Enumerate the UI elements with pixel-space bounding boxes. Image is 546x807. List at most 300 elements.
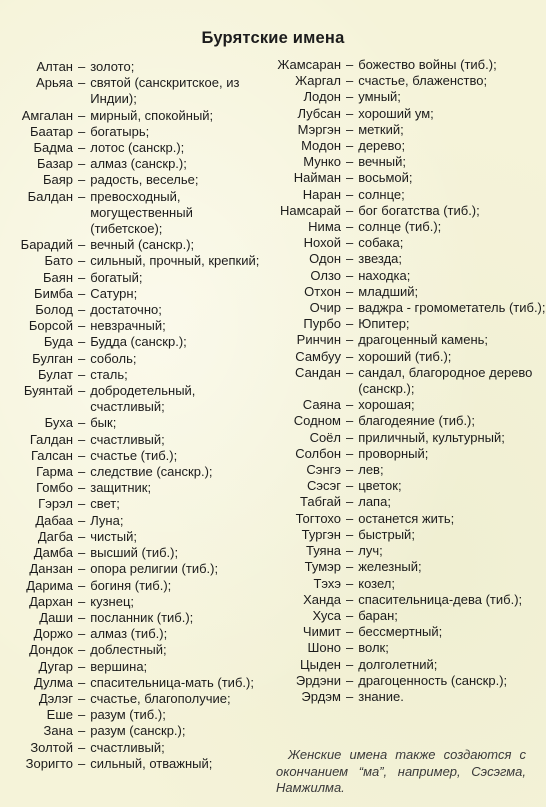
page-title: Бурятские имена bbox=[201, 29, 345, 47]
entry-meaning: лотос (санскр.); bbox=[90, 140, 185, 156]
entry-meaning: превосходный, могущественный (тибетское); bbox=[90, 188, 193, 237]
name-entry bbox=[6, 172, 265, 188]
name-entry bbox=[270, 511, 546, 527]
entry-dash: – bbox=[346, 607, 354, 623]
entry-name: Гэрэл bbox=[38, 496, 73, 512]
entry-name: Олзо bbox=[310, 267, 341, 283]
entry-meaning: лев; bbox=[358, 462, 384, 478]
entry-meaning: хороший ум; bbox=[358, 105, 434, 121]
name-entry bbox=[6, 513, 265, 529]
name-entry bbox=[270, 689, 546, 705]
entry-dash: – bbox=[78, 188, 86, 204]
entry-dash: – bbox=[346, 105, 354, 121]
name-entry bbox=[270, 446, 546, 462]
entry-name: Бато bbox=[44, 253, 73, 269]
name-entry bbox=[6, 594, 265, 610]
entry-dash: – bbox=[78, 59, 86, 74]
entry-meaning: сильный, прочный, крепкий; bbox=[90, 253, 260, 269]
entry-meaning: баран; bbox=[358, 607, 398, 623]
entry-name: Дэлэг bbox=[38, 690, 73, 706]
entry-name: Намсарай bbox=[279, 202, 341, 218]
entry-dash: – bbox=[78, 350, 86, 366]
entry-meaning: собака; bbox=[358, 235, 404, 251]
name-entry bbox=[6, 59, 265, 75]
entry-meaning: чистый; bbox=[90, 528, 137, 544]
name-entry bbox=[6, 253, 265, 269]
entry-dash: – bbox=[346, 348, 354, 364]
entry-meaning: достаточно; bbox=[90, 302, 162, 318]
entry-name: Одон bbox=[309, 251, 341, 267]
entry-name: Барадий bbox=[20, 237, 73, 253]
entry-dash: – bbox=[78, 496, 86, 512]
entry-dash: – bbox=[346, 688, 354, 704]
entry-name: Бимба bbox=[34, 285, 73, 301]
name-entry bbox=[270, 300, 546, 316]
name-entry bbox=[6, 675, 265, 691]
entry-name: Дарима bbox=[26, 577, 73, 593]
left-column bbox=[6, 59, 265, 772]
entry-dash: – bbox=[346, 186, 354, 202]
entry-meaning: богатый; bbox=[90, 269, 143, 285]
entry-meaning: божество войны (тиб.); bbox=[358, 57, 497, 72]
entry-meaning: богиня (тиб.); bbox=[90, 577, 172, 593]
entry-name: Дамба bbox=[33, 545, 73, 561]
entry-dash: – bbox=[78, 107, 86, 123]
entry-name: Самбуу bbox=[295, 348, 341, 364]
entry-name: Жаргал bbox=[295, 73, 341, 89]
entry-meaning: богатырь; bbox=[90, 123, 150, 139]
entry-dash: – bbox=[78, 431, 86, 447]
entry-dash: – bbox=[78, 723, 86, 739]
name-entry bbox=[6, 140, 265, 156]
entry-dash: – bbox=[346, 121, 354, 137]
entry-name: Солбон bbox=[295, 445, 341, 461]
entry-name: Саяна bbox=[302, 397, 341, 413]
entry-dash: – bbox=[346, 89, 354, 105]
entry-meaning: разум (санскр.); bbox=[90, 723, 186, 739]
entry-meaning: доблестный; bbox=[90, 642, 167, 658]
entry-name: Жамсаран bbox=[277, 57, 341, 72]
name-entry bbox=[6, 740, 265, 756]
entry-meaning: благодеяние (тиб.); bbox=[358, 413, 475, 429]
name-entry bbox=[6, 189, 265, 238]
entry-dash: – bbox=[346, 283, 354, 299]
name-entry bbox=[6, 270, 265, 286]
name-entry bbox=[6, 448, 265, 464]
entry-name: Болод bbox=[35, 302, 73, 318]
entry-name: Тумэр bbox=[304, 559, 341, 575]
entry-name: Буха bbox=[44, 415, 73, 431]
entry-meaning: останется жить; bbox=[358, 510, 455, 526]
name-entry bbox=[270, 187, 546, 203]
entry-name: Тогтохо bbox=[295, 510, 341, 526]
entry-meaning: алмаз (санскр.); bbox=[90, 156, 187, 172]
name-entry bbox=[270, 57, 546, 73]
entry-dash: – bbox=[346, 591, 354, 607]
entry-name: Отхон bbox=[304, 283, 341, 299]
name-entry bbox=[270, 640, 546, 656]
entry-meaning: разум (тиб.); bbox=[90, 707, 166, 723]
entry-meaning: бог богатства (тиб.); bbox=[358, 202, 480, 218]
entry-meaning: алмаз (тиб.); bbox=[90, 626, 168, 642]
name-entry bbox=[270, 592, 546, 608]
entry-meaning: сильный, отважный; bbox=[90, 755, 213, 771]
entry-name: Буда bbox=[43, 334, 73, 350]
entry-meaning: соболь; bbox=[90, 350, 137, 366]
entry-dash: – bbox=[346, 429, 354, 445]
entry-dash: – bbox=[346, 219, 354, 235]
entry-name: Арьяа bbox=[36, 75, 73, 91]
entry-dash: – bbox=[78, 334, 86, 350]
name-entry bbox=[270, 349, 546, 365]
entry-dash: – bbox=[346, 364, 354, 380]
name-entry bbox=[6, 351, 265, 367]
entry-meaning: знание. bbox=[358, 688, 404, 704]
entry-dash: – bbox=[78, 140, 86, 156]
entry-dash: – bbox=[78, 690, 86, 706]
entry-meaning: Юпитер; bbox=[358, 316, 410, 332]
name-entry bbox=[6, 496, 265, 512]
entry-meaning: бессмертный; bbox=[358, 624, 443, 640]
entry-meaning: мирный, спокойный; bbox=[90, 107, 214, 123]
name-entry bbox=[270, 559, 546, 575]
name-entry bbox=[270, 673, 546, 689]
entry-name: Доржо bbox=[33, 626, 73, 642]
name-entry bbox=[270, 478, 546, 494]
entry-dash: – bbox=[346, 575, 354, 591]
entry-meaning: следствие (санскр.); bbox=[90, 464, 213, 480]
entry-dash: – bbox=[78, 561, 86, 577]
entry-dash: – bbox=[78, 577, 86, 593]
name-entry bbox=[6, 156, 265, 172]
entry-dash: – bbox=[346, 154, 354, 170]
name-entry bbox=[6, 367, 265, 383]
entry-name: Тэхэ bbox=[313, 575, 341, 591]
entry-meaning: волк; bbox=[358, 640, 389, 656]
entry-name: Булган bbox=[32, 350, 73, 366]
name-entry bbox=[6, 108, 265, 124]
entry-name: Ханда bbox=[303, 591, 341, 607]
entry-name: Шоно bbox=[307, 640, 341, 656]
name-entry bbox=[6, 334, 265, 350]
entry-dash: – bbox=[78, 609, 86, 625]
entry-name: Гомбо bbox=[36, 480, 73, 496]
entry-name: Бадма bbox=[33, 140, 73, 156]
entry-dash: – bbox=[346, 526, 354, 542]
entry-dash: – bbox=[346, 510, 354, 526]
name-entry bbox=[270, 527, 546, 543]
name-entry bbox=[270, 106, 546, 122]
entry-name: Дулма bbox=[33, 674, 73, 690]
entry-meaning: дерево; bbox=[358, 138, 406, 154]
entry-meaning: приличный, культурный; bbox=[358, 429, 505, 445]
entry-meaning: находка; bbox=[358, 267, 411, 283]
entry-dash: – bbox=[78, 658, 86, 674]
entry-dash: – bbox=[78, 739, 86, 755]
entry-name: Туяна bbox=[305, 543, 341, 559]
entry-name: Эрдэм bbox=[301, 688, 341, 704]
name-entry bbox=[6, 480, 265, 496]
name-entry bbox=[270, 235, 546, 251]
name-entry bbox=[270, 170, 546, 186]
entry-dash: – bbox=[346, 656, 354, 672]
entry-dash: – bbox=[78, 480, 86, 496]
entry-meaning: драгоценность (санскр.); bbox=[358, 672, 508, 688]
name-entry bbox=[270, 365, 546, 397]
entry-name: Эрдэни bbox=[295, 672, 341, 688]
entry-name: Базар bbox=[36, 156, 73, 172]
name-entry bbox=[6, 432, 265, 448]
entry-meaning: драгоценный камень; bbox=[358, 332, 489, 348]
entry-name: Гарма bbox=[36, 464, 73, 480]
entry-name: Борсой bbox=[28, 318, 73, 334]
name-entry bbox=[6, 626, 265, 642]
entry-name: Ринчин bbox=[296, 332, 341, 348]
entry-name: Сэсэг bbox=[306, 478, 341, 494]
entry-name: Дабаа bbox=[35, 512, 73, 528]
entry-dash: – bbox=[346, 267, 354, 283]
entry-meaning: хорошая; bbox=[358, 397, 415, 413]
entry-dash: – bbox=[78, 123, 86, 139]
entry-dash: – bbox=[346, 445, 354, 461]
entry-name: Содном bbox=[293, 413, 341, 429]
entry-meaning: Сатурн; bbox=[90, 285, 138, 301]
entry-dash: – bbox=[78, 447, 86, 463]
entry-meaning: луч; bbox=[358, 543, 383, 559]
name-entry bbox=[270, 284, 546, 300]
entry-name: Галсан bbox=[30, 447, 73, 463]
name-entry bbox=[6, 659, 265, 675]
entry-meaning: счастье (тиб.); bbox=[90, 447, 178, 463]
name-entry bbox=[270, 397, 546, 413]
entry-dash: – bbox=[346, 543, 354, 559]
name-entry bbox=[270, 138, 546, 154]
entry-meaning: опора религии (тиб.); bbox=[90, 561, 219, 577]
entry-name: Соёл bbox=[309, 429, 341, 445]
entry-name: Галдан bbox=[29, 431, 73, 447]
entry-meaning: восьмой; bbox=[358, 170, 413, 186]
name-entry bbox=[6, 286, 265, 302]
name-entry bbox=[6, 723, 265, 739]
entry-name: Еше bbox=[46, 707, 73, 723]
name-entry bbox=[270, 73, 546, 89]
name-entry bbox=[270, 122, 546, 138]
entry-name: Дондок bbox=[29, 642, 73, 658]
entry-dash: – bbox=[78, 545, 86, 561]
entry-meaning: быстрый; bbox=[358, 526, 415, 542]
entry-name: Лодон bbox=[303, 89, 341, 105]
entry-dash: – bbox=[78, 593, 86, 609]
entry-dash: – bbox=[346, 138, 354, 154]
entry-meaning: вершина; bbox=[90, 658, 148, 674]
entry-dash: – bbox=[78, 512, 86, 528]
entry-dash: – bbox=[346, 73, 354, 89]
entry-name: Дагба bbox=[37, 528, 73, 544]
entry-meaning: золото; bbox=[90, 59, 135, 74]
entry-dash: – bbox=[346, 462, 354, 478]
entry-name: Дугар bbox=[38, 658, 73, 674]
entry-meaning: радость, веселье; bbox=[90, 172, 199, 188]
name-entry bbox=[6, 75, 265, 107]
name-entry bbox=[270, 494, 546, 510]
entry-dash: – bbox=[346, 170, 354, 186]
entry-name: Цыден bbox=[300, 656, 341, 672]
entry-dash: – bbox=[346, 332, 354, 348]
entry-dash: – bbox=[78, 383, 86, 399]
name-entry bbox=[6, 464, 265, 480]
name-entry bbox=[270, 219, 546, 235]
entry-name: Сэнгэ bbox=[306, 462, 341, 478]
right-column bbox=[270, 57, 546, 705]
entry-name: Буянтай bbox=[23, 383, 73, 399]
entry-meaning: посланник (тиб.); bbox=[90, 609, 194, 625]
entry-name: Чимит bbox=[302, 624, 341, 640]
entry-dash: – bbox=[346, 494, 354, 510]
entry-dash: – bbox=[346, 672, 354, 688]
entry-name: Мунко bbox=[303, 154, 341, 170]
entry-meaning: невзрачный; bbox=[90, 318, 166, 334]
entry-name: Даши bbox=[39, 609, 73, 625]
entry-dash: – bbox=[346, 57, 354, 72]
entry-dash: – bbox=[78, 172, 86, 188]
entry-meaning: проворный; bbox=[358, 445, 429, 461]
entry-meaning: солнце (тиб.); bbox=[358, 219, 442, 235]
entry-name: Баатар bbox=[30, 123, 73, 139]
entry-dash: – bbox=[346, 413, 354, 429]
name-entry bbox=[270, 576, 546, 592]
name-entry bbox=[270, 203, 546, 219]
entry-meaning: спасительница-дева (тиб.); bbox=[358, 591, 523, 607]
entry-dash: – bbox=[78, 302, 86, 318]
entry-dash: – bbox=[78, 674, 86, 690]
entry-dash: – bbox=[78, 285, 86, 301]
name-entry bbox=[270, 462, 546, 478]
entry-meaning: меткий; bbox=[358, 121, 404, 137]
name-entry bbox=[6, 237, 265, 253]
entry-meaning: счастливый; bbox=[90, 739, 165, 755]
entry-name: Балдан bbox=[27, 188, 73, 204]
entry-meaning: железный; bbox=[358, 559, 422, 575]
entry-meaning: лапа; bbox=[358, 494, 391, 510]
note-text: Женские имена также создаются с окончанием “ма”, например, Сэсэгма, Намжилма. bbox=[276, 747, 526, 795]
entry-name: Сандан bbox=[295, 364, 341, 380]
entry-name: Баяр bbox=[42, 172, 73, 188]
entry-meaning: козел; bbox=[358, 575, 395, 591]
entry-name: Данзан bbox=[29, 561, 73, 577]
name-entry bbox=[6, 691, 265, 707]
entry-meaning: кузнец; bbox=[90, 593, 134, 609]
name-entry bbox=[6, 610, 265, 626]
entry-meaning: вечный; bbox=[358, 154, 406, 170]
entry-meaning: добродетельный, счастливый; bbox=[90, 383, 196, 415]
entry-dash: – bbox=[78, 464, 86, 480]
entry-name: Нима bbox=[308, 219, 341, 235]
entry-name: Пурбо bbox=[303, 316, 341, 332]
entry-dash: – bbox=[78, 75, 86, 91]
name-entry bbox=[6, 302, 265, 318]
name-entry bbox=[270, 332, 546, 348]
entry-dash: – bbox=[78, 318, 86, 334]
entry-meaning: солнце; bbox=[358, 186, 405, 202]
name-entry bbox=[270, 543, 546, 559]
name-entry bbox=[6, 561, 265, 577]
entry-name: Очир bbox=[309, 300, 341, 316]
entry-name: Алтан bbox=[36, 59, 73, 74]
entry-meaning: цветок; bbox=[358, 478, 402, 494]
name-entry bbox=[270, 657, 546, 673]
entry-name: Дархан bbox=[29, 593, 73, 609]
entry-meaning: счастье, блаженство; bbox=[358, 73, 488, 89]
entry-name: Золтой bbox=[30, 739, 73, 755]
entry-meaning: высший (тиб.); bbox=[90, 545, 179, 561]
entry-name: Табгай bbox=[300, 494, 341, 510]
entry-meaning: звезда; bbox=[358, 251, 403, 267]
entry-meaning: бык; bbox=[90, 415, 117, 431]
name-entry bbox=[270, 624, 546, 640]
entry-name: Тургэн bbox=[301, 526, 341, 542]
name-entry bbox=[270, 251, 546, 267]
entry-meaning: умный; bbox=[358, 89, 401, 105]
entry-dash: – bbox=[346, 251, 354, 267]
entry-meaning: сандал, благородное дерево (санскр.); bbox=[358, 364, 533, 397]
entry-meaning: счастливый; bbox=[90, 431, 165, 447]
entry-name: Нохой bbox=[303, 235, 341, 251]
entry-meaning: свет; bbox=[90, 496, 120, 512]
entry-dash: – bbox=[78, 237, 86, 253]
name-entry bbox=[6, 415, 265, 431]
name-entry bbox=[6, 318, 265, 334]
name-entry bbox=[6, 756, 265, 772]
entry-dash: – bbox=[78, 253, 86, 269]
entry-name: Мэргэн bbox=[297, 121, 341, 137]
name-entry bbox=[6, 707, 265, 723]
entry-name: Баян bbox=[43, 269, 73, 285]
note-paragraph bbox=[276, 747, 526, 797]
name-entry bbox=[6, 529, 265, 545]
name-entry bbox=[270, 608, 546, 624]
name-entry bbox=[270, 154, 546, 170]
entry-dash: – bbox=[346, 316, 354, 332]
name-entry bbox=[270, 268, 546, 284]
entry-name: Зоригто bbox=[25, 755, 73, 771]
entry-meaning: счастье, благополучие; bbox=[90, 690, 231, 706]
entry-dash: – bbox=[346, 624, 354, 640]
entry-meaning: вечный (санскр.); bbox=[90, 237, 195, 253]
name-entry bbox=[270, 413, 546, 429]
name-entry bbox=[6, 578, 265, 594]
entry-meaning: долголетний; bbox=[358, 656, 438, 672]
entry-meaning: Будда (санскр.); bbox=[90, 334, 187, 350]
entry-name: Найман bbox=[293, 170, 341, 186]
name-entry bbox=[270, 430, 546, 446]
name-entry bbox=[270, 316, 546, 332]
entry-name: Хуса bbox=[312, 607, 341, 623]
entry-meaning: хороший (тиб.); bbox=[358, 348, 452, 364]
entry-dash: – bbox=[346, 640, 354, 656]
entry-name: Зана bbox=[43, 723, 73, 739]
entry-dash: – bbox=[78, 626, 86, 642]
entry-dash: – bbox=[346, 397, 354, 413]
entry-name: Амгалан bbox=[21, 107, 73, 123]
entry-name: Наран bbox=[302, 186, 341, 202]
entry-dash: – bbox=[78, 642, 86, 658]
name-entry bbox=[6, 545, 265, 561]
entry-meaning: спасительница-мать (тиб.); bbox=[90, 674, 254, 690]
name-entry bbox=[6, 124, 265, 140]
entry-meaning: младший; bbox=[358, 283, 419, 299]
entry-dash: – bbox=[346, 300, 354, 316]
entry-name: Модон bbox=[301, 138, 341, 154]
